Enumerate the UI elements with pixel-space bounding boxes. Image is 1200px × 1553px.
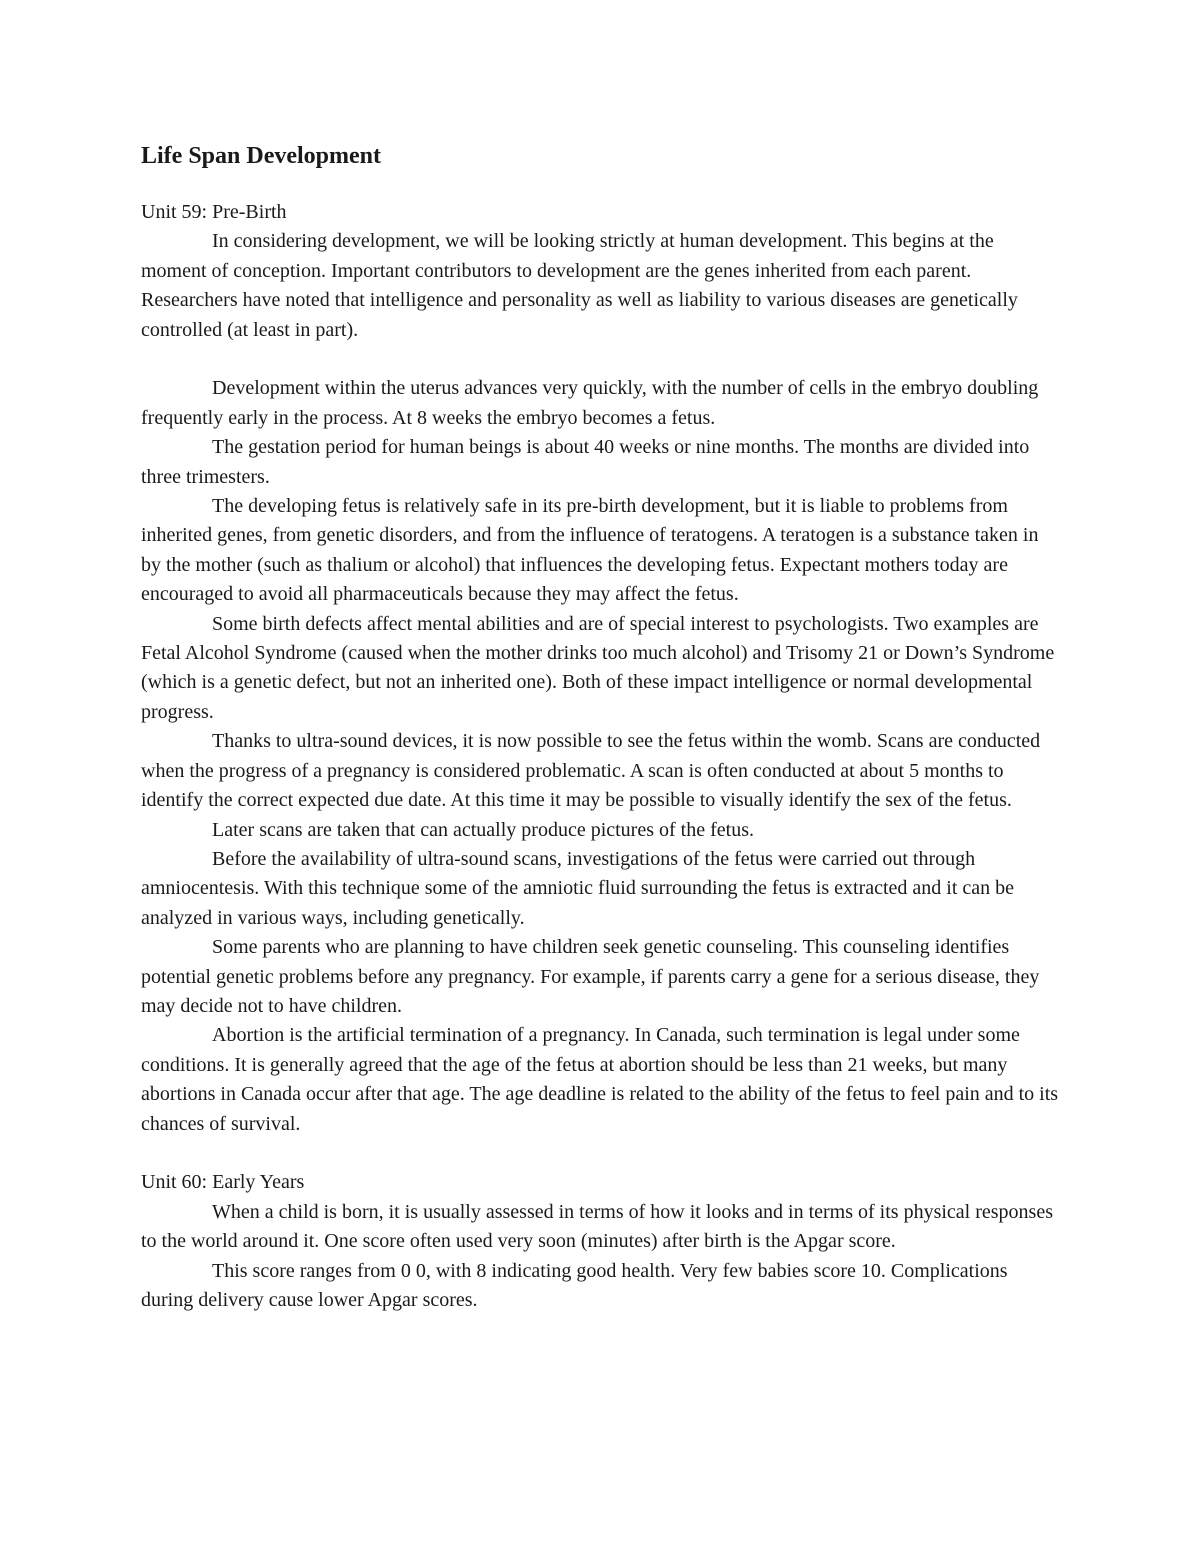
paragraph: Before the availability of ultra-sound scans, investigations of the fetus were carried out through amniocentesis. With this technique some of the amniotic fluid surrounding the fetus is extracted and it can be analyzed in various ways, including genetically. (141, 847, 1015, 929)
blank-line (141, 345, 1061, 374)
section-heading: Unit 59: Pre-Birth (141, 201, 287, 223)
document-page (141, 138, 1061, 1315)
section-unit-59 (141, 198, 1061, 1139)
document-title: Life Span Development (141, 143, 381, 169)
paragraph: Some birth defects affect mental abilities and are of special interest to psychologists. Two examples are Fetal Alcohol Syndrome (caused when the mother drinks too much alcohol) and Trisomy 21 or Down’s Syndrome (which is a genetic defect, but not an inherited one). Both of these impact intelligence or normal developmental progress. (141, 612, 1055, 723)
paragraph: When a child is born, it is usually assessed in terms of how it looks and in terms of its physical responses to the world around it. One score often used very soon (minutes) after birth is the Apgar score. (141, 1200, 1053, 1253)
paragraph: Later scans are taken that can actually produce pictures of the fetus. (212, 818, 754, 841)
paragraph: In considering development, we will be looking strictly at human development. This begins at the moment of conception. Important contributors to development are the genes inherited from each parent. Researchers have noted that intelligence and personality as well as liability to various diseases are genetically controlled (at least in part). (141, 230, 1018, 341)
section-heading: Unit 60: Early Years (141, 1171, 305, 1194)
paragraph: Development within the uterus advances very quickly, with the number of cells in the embryo doubling frequently early in the process. At 8 weeks the embryo becomes a fetus. (141, 377, 1039, 429)
section-unit-60 (141, 1168, 1061, 1315)
blank-line (141, 1139, 1061, 1168)
paragraph: The gestation period for human beings is about 40 weeks or nine months. The months are divided into three trimesters. (141, 436, 1030, 488)
paragraph: Some parents who are planning to have children seek genetic counseling. This counseling identifies potential genetic problems before any pregnancy. For example, if parents carry a gene for a serious disease, they may decide not to have children. (141, 936, 1040, 1017)
paragraph: Thanks to ultra-sound devices, it is now possible to see the fetus within the womb. Scans are conducted when the progress of a pregnancy is considered problematic. A scan is often conducted at about 5 months to identify the correct expected due date. At this time it may be possible to visually identify the sex of the fetus. (141, 730, 1041, 812)
paragraph: Abortion is the artificial termination of a pregnancy. In Canada, such termination is legal under some conditions. It is generally agreed that the age of the fetus at abortion should be less than 21 weeks, but many abortions in Canada occur after that age. The age deadline is related to the ability of the fetus to feel pain and to its chances of survival. (141, 1024, 1059, 1135)
paragraph: This score ranges from 0 0, with 8 indicating good health. Very few babies score 10. Complications during delivery cause lower Apgar scores. (141, 1259, 1008, 1311)
paragraph: The developing fetus is relatively safe in its pre-birth development, but it is liable to problems from inherited genes, from genetic disorders, and from the influence of teratogens. A teratogen is a substance taken in by the mother (such as thalium or alcohol) that influences the developing fetus. Expectant mothers today are encouraged to avoid all pharmaceuticals because they may affect the fetus. (141, 495, 1039, 606)
